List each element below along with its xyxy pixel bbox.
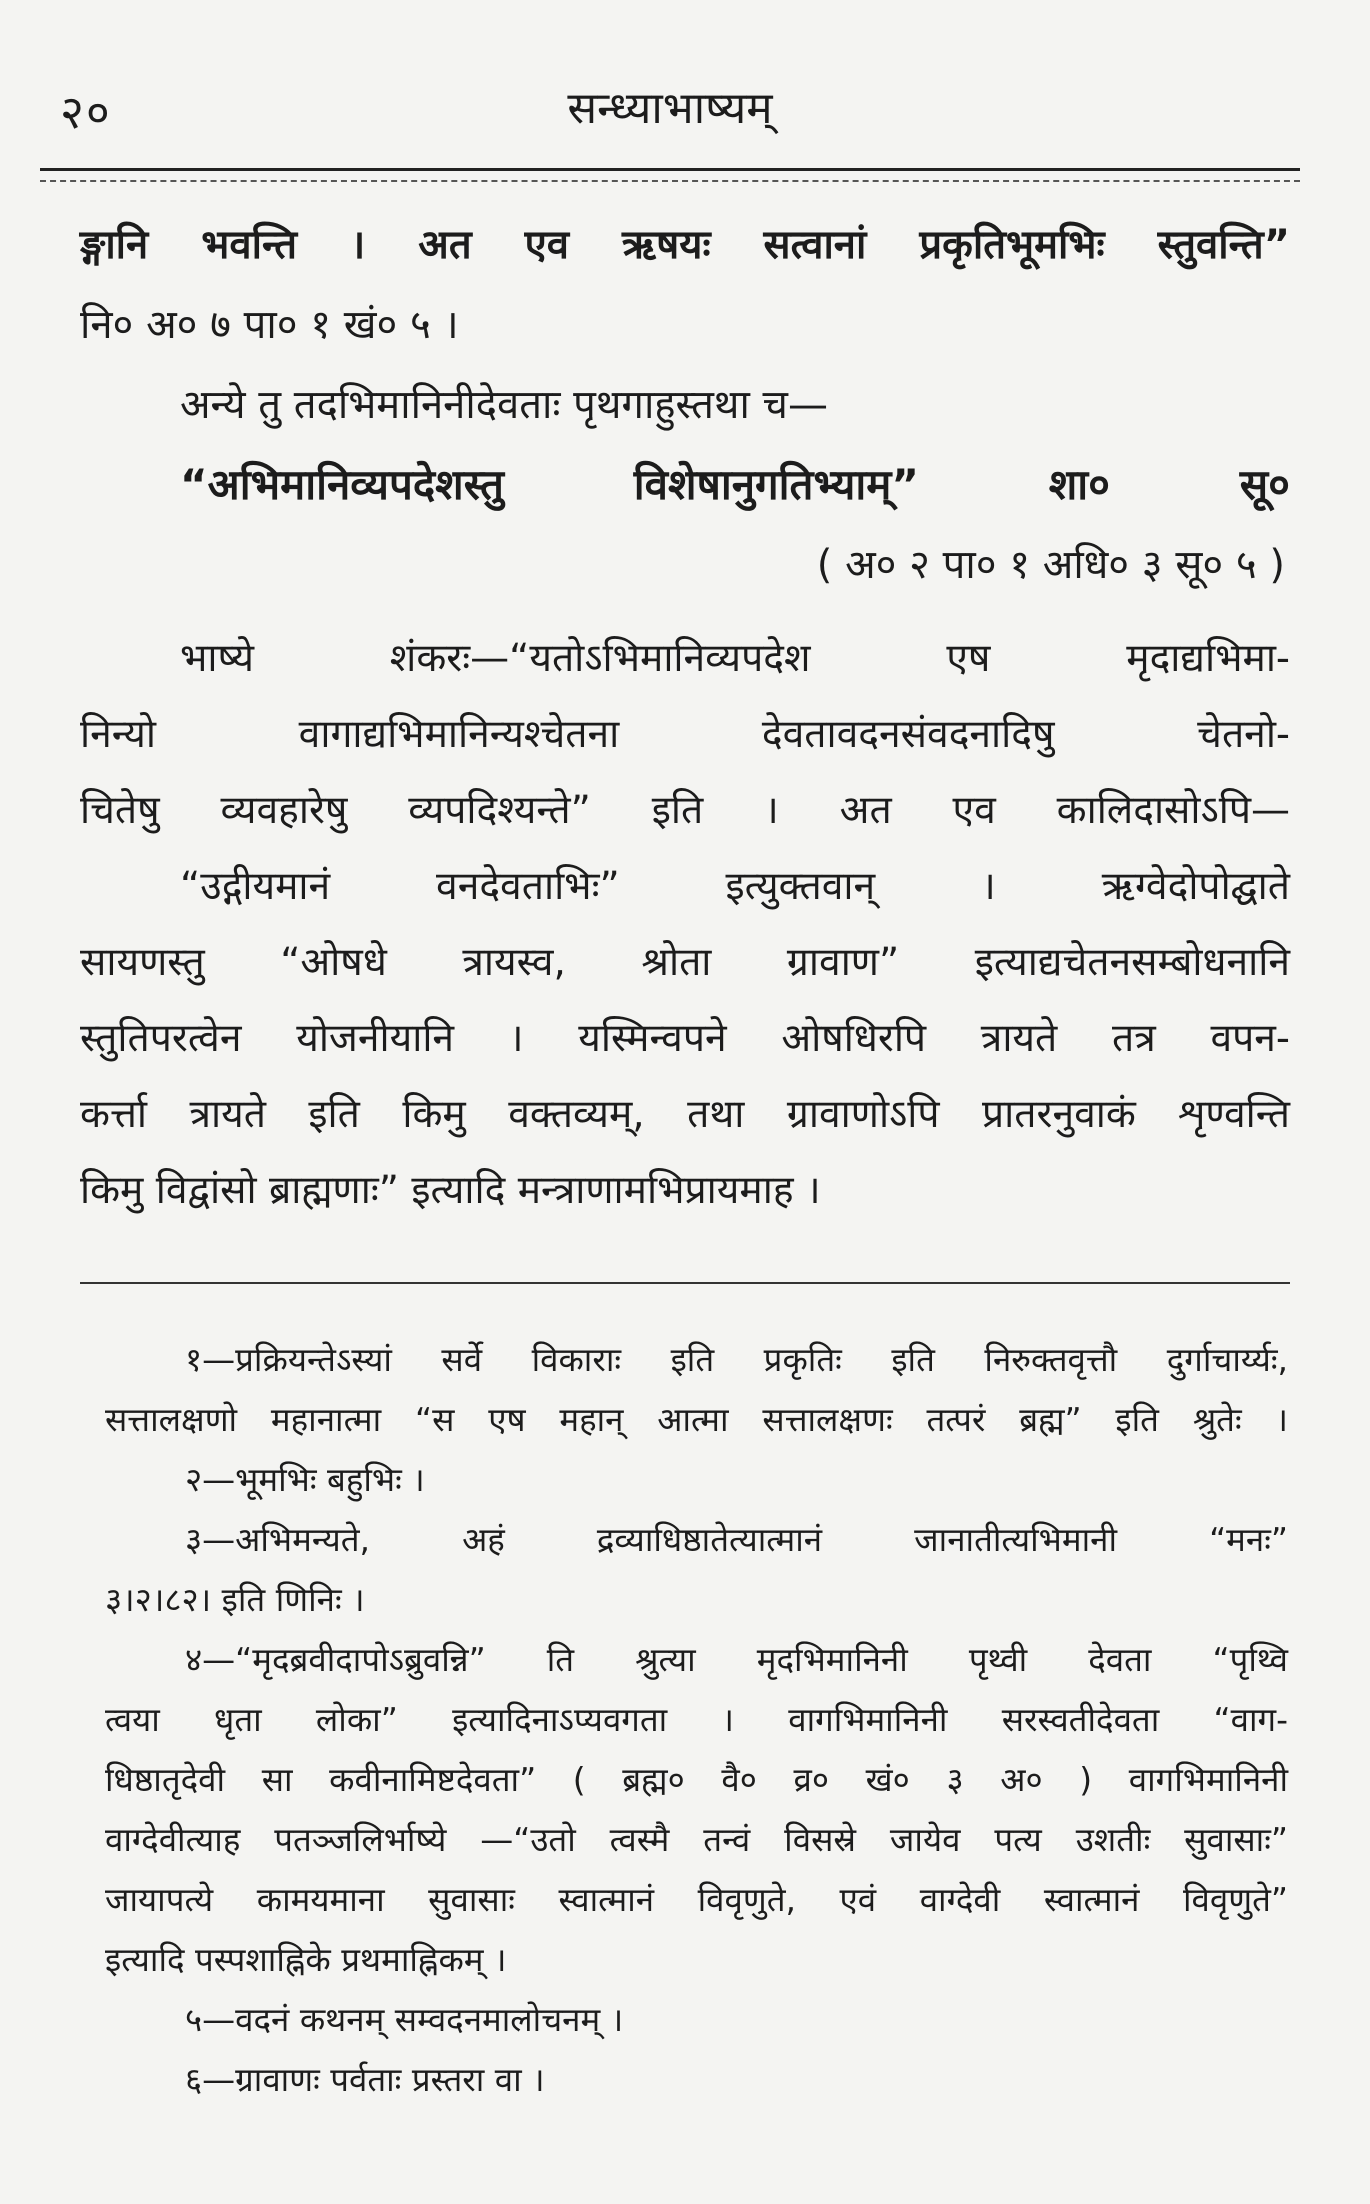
text-line: “अभिमानिव्यपदेशस्तु विशेषानुगतिभ्याम्” शा० सू०: [180, 460, 1290, 509]
footnote-line: १—प्रक्रियन्तेऽस्यां सर्वे विकाराः इति प्रकृतिः इति निरुक्तवृत्तौ दुर्गाचार्य्यः,: [185, 1340, 1288, 1379]
footnote-line: धिष्ठातृदेवी सा कवीनामिष्टदेवता” ( ब्रह्म० वै० व्र० खं० ३ अ० ) वागभिमानिनी: [105, 1760, 1288, 1799]
text-line: किमु विद्वांसो ब्राह्मणाः” इत्यादि मन्त्राणामभिप्रायमाह ।: [80, 1168, 821, 1213]
text-line: निन्यो वागाद्यभिमानिन्यश्चेतना देवतावदनसंवदनादिषु चेतनो-: [80, 712, 1290, 757]
footnotes: [105, 1330, 1288, 2110]
text-line: सायणस्तु “ओषधे त्रायस्व, श्रोता ग्रावाण” इत्याद्यचेतनसम्बोधनानि: [80, 940, 1290, 985]
footnote-line: ४—“मृदब्रवीदापोऽब्रुवन्नि” ति श्रुत्या मृदभिमानिनी पृथ्वी देवता “पृथ्वि: [185, 1640, 1288, 1679]
footnote-line: जायापत्ये कामयमाना सुवासाः स्वात्मानं विवृणुते, एवं वाग्देवी स्वात्मानं विवृणुते”: [105, 1880, 1288, 1919]
footnote-line: त्वया धृता लोका” इत्यादिनाऽप्यवगता । वागभिमानिनी सरस्वतीदेवता “वाग-: [105, 1700, 1288, 1739]
main-text: [80, 205, 1290, 1229]
page-header: [60, 70, 1280, 150]
header-rule: [40, 168, 1300, 171]
text-line: ङ्गानि भवन्ति । अत एव ऋषयः सत्वानां प्रकृतिभूमभिः स्तुवन्ति”: [80, 222, 1290, 268]
footnote-line: ३।२।८२। इति णिनिः ।: [105, 1580, 365, 1619]
text-line: “उद्गीयमानं वनदेवताभिः” इत्युक्तवान् । ऋग्वेदोपोद्घाते: [180, 864, 1290, 909]
footnote-line: सत्तालक्षणो महानात्मा “स एष महान् आत्मा सत्तालक्षणः तत्परं ब्रह्म” इति श्रुतेः ।: [105, 1400, 1288, 1439]
text-line: स्तुतिपरत्वेन योजनीयानि । यस्मिन्वपने ओषधिरपि त्रायते तत्र वपन-: [80, 1016, 1290, 1061]
footnote-line: २—भूमभिः बहुभिः ।: [185, 1460, 425, 1499]
text-line: कर्त्ता त्रायते इति किमु वक्तव्यम्, तथा ग्रावाणोऽपि प्रातरनुवाकं शृण्वन्ति: [80, 1092, 1290, 1137]
paragraph: [80, 621, 1290, 1229]
page-number: २०: [60, 85, 112, 139]
running-title: सन्ध्याभाष्यम्: [567, 83, 773, 134]
footnote-line: इत्यादि पस्पशाह्निके प्रथमाह्निकम् ।: [105, 1940, 507, 1979]
text-line: चितेषु व्यवहारेषु व्यपदिश्यन्ते” इति । अत एव कालिदासोऽपि—: [80, 788, 1290, 833]
footnote-line: वाग्देवीत्याह पतञ्जलिर्भाष्ये —“उतो त्वस्मै तन्वं विसस्रे जायेव पत्य उशतीः सुवासाः”: [105, 1820, 1288, 1859]
text-line: ( अ० २ पा० १ अधि० ३ सू० ५ ): [816, 542, 1285, 588]
footnote-rule: [80, 1282, 1290, 1284]
text-line: नि० अ० ७ पा० १ खं० ५ ।: [80, 302, 459, 348]
footnote-line: ५—वदनं कथनम् सम्वदनमालोचनम् ।: [185, 2000, 624, 2039]
text-line: अन्ये तु तदभिमानिनीदेवताः पृथगाहुस्तथा च—: [180, 382, 828, 428]
footnote-line: ३—अभिमन्यते, अहं द्रव्याधिष्ठातेत्यात्मानं जानातीत्यभिमानी “मनः”: [185, 1520, 1288, 1559]
text-line: भाष्ये शंकरः—“यतोऽभिमानिव्यपदेश एष मृदाद्यभिमा-: [180, 636, 1290, 681]
footnote-line: ६—ग्रावाणः पर्वताः प्रस्तरा वा ।: [185, 2060, 545, 2099]
header-dotted-rule: [40, 180, 1300, 182]
